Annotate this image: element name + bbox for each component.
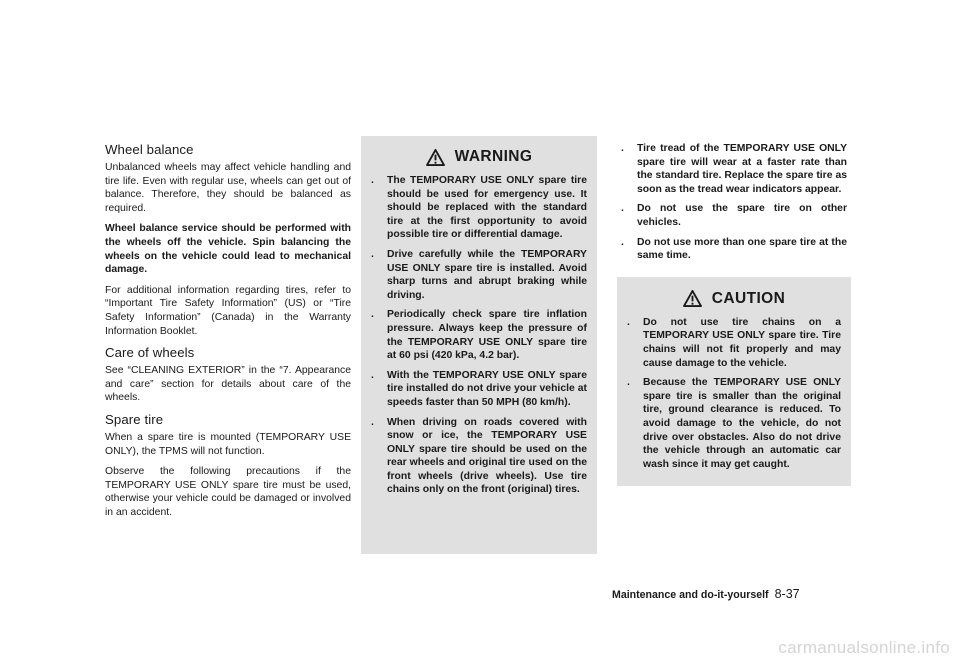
left-column	[105, 142, 351, 526]
warning-label: WARNING	[454, 148, 533, 165]
care-of-wheels-heading: Care of wheels	[105, 345, 195, 361]
wheel-balance-paragraph-2: Wheel balance service should be performed with the wheels off the vehicle. Spin balancing the wheels on the vehicle could lead to mechanical damage.	[105, 223, 351, 276]
caution-triangle-icon	[683, 290, 702, 307]
spare-tire-heading: Spare tire	[105, 411, 164, 427]
wheel-balance-paragraph-1: Unbalanced wheels may affect vehicle handling and tire life. Even with regular use, wheels can get out of balance. Therefore, they should be balanced as required.	[105, 162, 351, 214]
list-item: . When driving on roads covered with snow or ice, the TEMPORARY USE ONLY spare tire should be used on the rear wheels and original tire used on the front wheels (drive wheels). Use tire chains only on the front (original) tires.	[371, 416, 587, 496]
list-item: . Because the TEMPORARY USE ONLY spare tire is smaller than the original tire, ground clearance is reduced. To avoid damage to the vehicle, do not drive over obstacles. Also do not drive the vehicle through an automatic car wash since it may get caught.	[627, 377, 841, 470]
bullet: .	[371, 416, 374, 428]
bullet: .	[371, 248, 374, 260]
warning-header	[361, 136, 597, 166]
caution-label: CAUTION	[711, 289, 786, 307]
list-item: . Periodically check spare tire inflation pressure. Always keep the pressure of the TEMPORARY USE ONLY spare tire at 60 psi (420 kPa, 4.2 bar).	[371, 309, 587, 362]
bullet: .	[371, 175, 374, 186]
bullet: .	[627, 377, 630, 389]
list-item: . Tire tread of the TEMPORARY USE ONLY spare tire will wear at a faster rate than the standard tire. Replace the spare tire as soon as the tread wear indicators appear.	[621, 143, 847, 195]
list-item: . Do not use the spare tire on other vehicles.	[621, 203, 847, 228]
bullet: .	[621, 143, 624, 154]
list-item: . Do not use more than one spare tire at the same time.	[621, 236, 847, 262]
bullet: .	[371, 369, 374, 381]
care-of-wheels-paragraph: See “CLEANING EXTERIOR” in the “7. Appearance and care” section for details about care of the wheels.	[105, 365, 351, 404]
warning-triangle-icon	[426, 149, 445, 166]
list-item: . With the TEMPORARY USE ONLY spare tire installed do not drive your vehicle at speeds faster than 50 MPH (80 km/h).	[371, 369, 587, 408]
caution-box	[617, 277, 851, 486]
list-item: . Drive carefully while the TEMPORARY USE ONLY spare tire is installed. Avoid sharp turns and abrupt braking while driving.	[371, 248, 587, 301]
spare-tire-paragraph-1: When a spare tire is mounted (TEMPORARY USE ONLY), the TPMS will not function.	[105, 431, 351, 457]
caution-list	[617, 316, 851, 472]
warning-list-continued	[617, 142, 851, 263]
bullet: .	[621, 236, 624, 248]
wheel-balance-heading: Wheel balance	[105, 142, 194, 157]
page-footer	[612, 587, 800, 601]
page-number: 8-37	[774, 587, 800, 601]
warning-list	[361, 174, 597, 497]
warning-box	[361, 136, 597, 554]
bullet: .	[371, 309, 374, 321]
right-column	[617, 142, 851, 486]
wheel-balance-paragraph-3: For additional information regarding tires, refer to “Important Tire Safety Information” (US) or “Tire Safety Information” (Canada) in the Warranty Information Booklet.	[105, 284, 351, 337]
bullet: .	[621, 203, 624, 215]
spare-tire-paragraph-2: Observe the following precautions if the TEMPORARY USE ONLY spare tire must be used, otherwise your vehicle could be damaged or involved in an accident.	[105, 466, 351, 518]
footer-section-title: Maintenance and do-it-yourself	[612, 589, 769, 601]
bullet: .	[627, 316, 630, 328]
list-item: . The TEMPORARY USE ONLY spare tire should be used for emergency use. It should be replaced with the standard tire at the first opportunity to avoid possible tire or differential damage.	[371, 175, 587, 241]
watermark: carmanualsonline.info	[778, 638, 950, 657]
caution-header	[617, 278, 851, 308]
list-item: . Do not use tire chains on a TEMPORARY USE ONLY spare tire. Tire chains will not fit properly and may cause damage to the vehicle.	[627, 316, 841, 369]
